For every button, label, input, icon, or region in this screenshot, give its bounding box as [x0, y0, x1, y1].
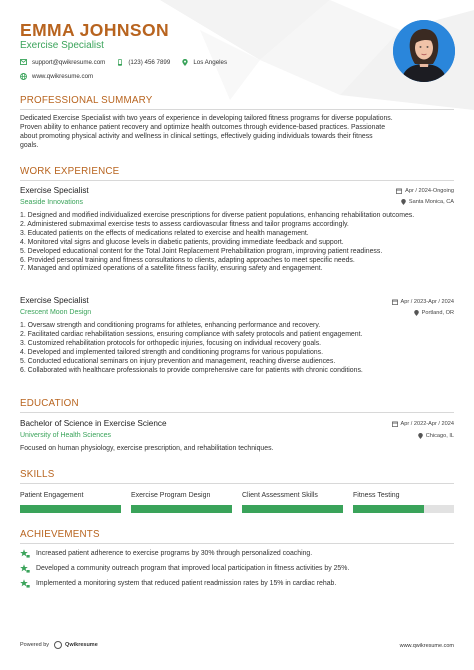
skill-bar: [242, 505, 343, 513]
trophy-star-icon: [20, 579, 30, 588]
summary-line: Proven ability to enhance patient recovery and optimize health outcomes through evidence-based practices. Passionate: [20, 124, 386, 131]
skill-bar-fill: [242, 505, 343, 513]
job-bullets: [20, 212, 456, 274]
skill-label: Fitness Testing: [353, 492, 400, 499]
skill-item: [131, 491, 232, 513]
job-location-text: Portland, OR: [421, 310, 454, 316]
list-item: 7. Managed and optimized operations of a satellite fitness facility, ensuring safety and engagement.: [20, 265, 323, 273]
company-name: Seaside Innovations: [20, 199, 84, 206]
list-item: 1. Oversaw strength and conditioning programs for athletes, enhancing performance and recovery.: [20, 322, 321, 329]
skill-item: [242, 491, 343, 513]
calendar-icon: [396, 188, 402, 194]
footer-powered-by: [20, 641, 98, 649]
skill-bar-fill: [353, 505, 424, 513]
skill-label: Exercise Program Design: [131, 492, 211, 499]
footer-brand[interactable]: Qwikresume: [65, 642, 98, 648]
achievement-text: Developed a community outreach program that improved local participation in fitness activities by 25%.: [36, 565, 350, 572]
list-item: 4. Developed and implemented tailored strength and conditioning programs for various populations.: [20, 348, 323, 356]
candidate-name: EMMA JOHNSON: [20, 20, 170, 40]
candidate-title: Exercise Specialist: [20, 40, 104, 51]
location-text: Los Angeles: [193, 58, 228, 66]
section-divider: [20, 109, 454, 110]
summary-line: Dedicated Exercise Specialist with two years of experience in developing tailored fitness programs for diverse populations.: [20, 115, 393, 122]
skill-bar: [20, 505, 121, 513]
achievement-item: [20, 564, 349, 573]
achievement-text: Implemented a monitoring system that reduced patient readmission rates by 15% in cardiac rehab.: [36, 580, 337, 587]
list-item: 2. Facilitated cardiac rehabilitation sessions, ensuring compliance with safety protocols and patient engagement.: [20, 330, 363, 338]
powered-by-label: Powered by: [20, 642, 50, 648]
trophy-star-icon: [20, 549, 30, 558]
job-dates-text: Apr / 2023-Apr / 2024: [400, 299, 454, 305]
list-item: 5. Developed educational content for the Total Joint Replacement Prehabilitation program, improving patient readiness.: [20, 247, 383, 255]
calendar-icon: [392, 299, 398, 305]
phone-icon: [117, 59, 123, 66]
achievement-text: Increased patient adherence to exercise programs by 30% through personalized coaching.: [36, 550, 313, 557]
skill-bar-fill: [20, 505, 121, 513]
job-title: Exercise Specialist: [20, 296, 89, 305]
education-dates-text: Apr / 2022-Apr / 2024: [400, 421, 454, 427]
achievement-item: [20, 579, 336, 588]
trophy-star-icon: [20, 564, 30, 573]
summary-text: [20, 114, 456, 150]
skill-label: Patient Engagement: [20, 492, 84, 499]
website-text: www.qwikresume.com: [32, 72, 94, 80]
achievements-heading: ACHIEVEMENTS: [20, 529, 100, 540]
achievement-item: [20, 549, 312, 558]
job-title: Exercise Specialist: [20, 186, 89, 195]
email-text: support@qwikresume.com: [32, 58, 106, 66]
summary-heading: PROFESSIONAL SUMMARY: [20, 95, 153, 106]
section-divider: [20, 412, 454, 413]
education-location: [418, 432, 454, 440]
website-item[interactable]: [20, 73, 93, 80]
phone-text: (123) 456 7899: [128, 58, 171, 66]
summary-line: about promoting physical activity and wellness in clinical settings, effectively guiding individuals towards their fitness: [20, 133, 373, 140]
location-pin-icon: [418, 433, 423, 439]
skill-bar-fill: [131, 505, 232, 513]
list-item: 2. Administered submaximal exercise tests to assess cardiovascular fitness and tailor programs accordingly.: [20, 220, 349, 228]
list-item: 3. Educated patients on the effects of medications related to exercise and health management.: [20, 229, 309, 237]
job-bullets: [20, 322, 456, 375]
section-divider: [20, 483, 454, 484]
skills-heading: SKILLS: [20, 469, 55, 480]
education-heading: EDUCATION: [20, 398, 79, 409]
list-item: 6. Collaborated with healthcare professionals to provide comprehensive care for patients with chronic conditions.: [20, 366, 363, 374]
qwikresume-logo-icon: [54, 641, 62, 649]
location-item: [182, 59, 227, 66]
job-location: [414, 309, 454, 317]
job-dates-text: Apr / 2024-Ongoing: [405, 188, 454, 194]
phone-item[interactable]: [117, 59, 170, 66]
experience-heading: WORK EXPERIENCE: [20, 166, 120, 177]
degree-title: Bachelor of Science in Exercise Science: [20, 419, 167, 428]
job-location-text: Santa Monica, CA: [408, 199, 454, 205]
location-pin-icon: [414, 310, 419, 316]
globe-icon: [20, 73, 27, 80]
section-divider: [20, 543, 454, 544]
skill-item: [353, 491, 454, 513]
education-dates: [392, 420, 455, 428]
job-location: [401, 198, 454, 206]
skill-bar: [353, 505, 454, 513]
list-item: 6. Provided personal training and fitness consultations to clients, adapting approaches to meet specific needs.: [20, 256, 355, 264]
skill-bar: [131, 505, 232, 513]
section-divider: [20, 180, 454, 181]
job-dates: [396, 187, 454, 195]
list-item: 3. Customized rehabilitation protocols for orthopedic injuries, focusing on individual recovery goals.: [20, 339, 322, 347]
job-dates: [392, 298, 455, 306]
skill-item: [20, 491, 121, 513]
email-icon: [20, 59, 27, 65]
email-item[interactable]: [20, 59, 105, 66]
profile-photo: [393, 20, 455, 82]
list-item: 5. Conducted educational seminars on injury prevention and management, reaching diverse audiences.: [20, 357, 336, 365]
list-item: 4. Monitored vital signs and glucose levels in diabetic patients, providing immediate feedback and support.: [20, 238, 344, 246]
education-description: Focused on human physiology, exercise prescription, and rehabilitation techniques.: [20, 445, 274, 452]
website-row: [20, 71, 105, 81]
location-pin-icon: [182, 59, 188, 66]
school-name: University of Health Sciences: [20, 432, 112, 439]
contact-row: [20, 57, 239, 67]
list-item: 1. Designed and modified individualized exercise prescriptions for diverse patient populations, enhancing rehabilitation outcomes.: [20, 212, 415, 219]
education-location-text: Chicago, IL: [425, 433, 454, 439]
location-pin-icon: [401, 199, 406, 205]
company-name: Crescent Moon Design: [20, 309, 92, 316]
footer-website[interactable]: www.qwikresume.com: [399, 643, 454, 649]
skill-label: Client Assessment Skills: [242, 492, 318, 499]
calendar-icon: [392, 421, 398, 427]
summary-line: goals.: [20, 142, 39, 149]
